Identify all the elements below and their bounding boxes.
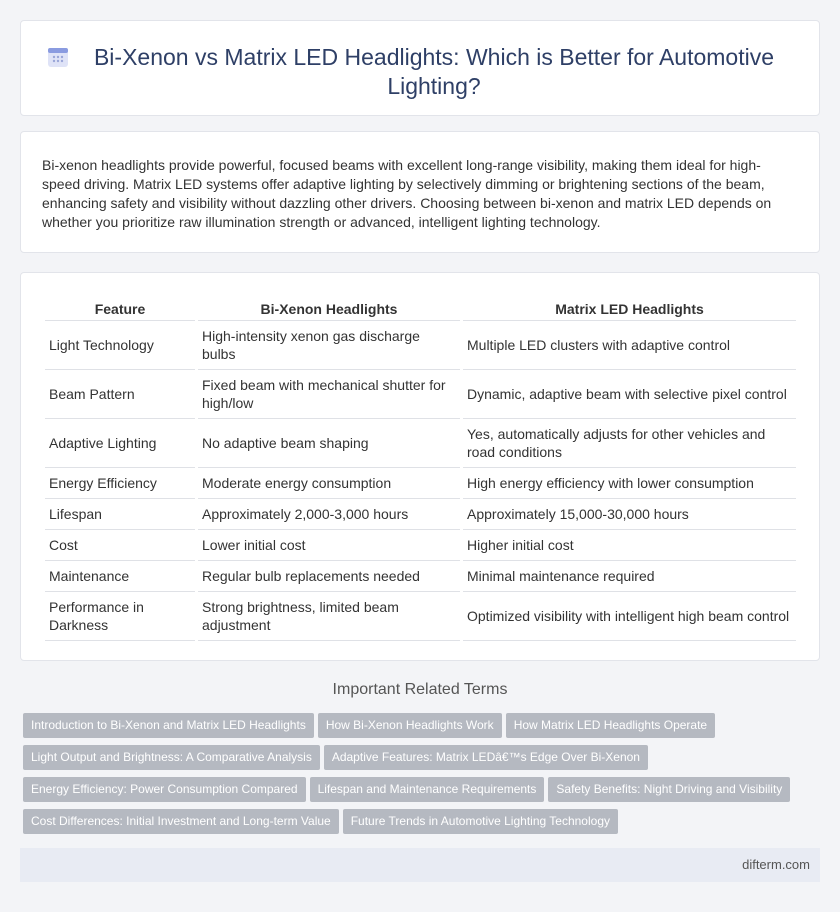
table-row (45, 561, 796, 592)
table-cell: Approximately 15,000-30,000 hours (463, 499, 796, 530)
table-cell: Higher initial cost (463, 530, 796, 561)
comparison-card (20, 272, 820, 661)
table-row (45, 419, 796, 468)
table-row (45, 530, 796, 561)
related-term-tag[interactable]: Light Output and Brightness: A Comparative Analysis (23, 745, 320, 770)
related-term-tag[interactable]: Introduction to Bi-Xenon and Matrix LED Headlights (23, 713, 314, 738)
table-row (45, 468, 796, 499)
table-cell: Dynamic, adaptive beam with selective pixel control (463, 370, 796, 419)
table-cell: Maintenance (45, 561, 195, 592)
table-row (45, 592, 796, 641)
table-row (45, 370, 796, 419)
table-cell: Performance in Darkness (45, 592, 195, 641)
intro-card (20, 131, 820, 253)
table-cell: Moderate energy consumption (198, 468, 460, 499)
related-term-tag[interactable]: Cost Differences: Initial Investment and Long-term Value (23, 809, 339, 834)
table-cell: Optimized visibility with intelligent high beam control (463, 592, 796, 641)
table-cell: Strong brightness, limited beam adjustment (198, 592, 460, 641)
related-term-tag[interactable]: Future Trends in Automotive Lighting Technology (343, 809, 618, 834)
table-cell: No adaptive beam shaping (198, 419, 460, 468)
related-term-tag[interactable]: How Matrix LED Headlights Operate (506, 713, 715, 738)
table-cell: Yes, automatically adjusts for other vehicles and road conditions (463, 419, 796, 468)
table-cell: Fixed beam with mechanical shutter for high/low (198, 370, 460, 419)
table-row (45, 321, 796, 370)
related-term-tag[interactable]: Safety Benefits: Night Driving and Visibility (548, 777, 790, 802)
related-terms-title: Important Related Terms (332, 681, 508, 698)
table-cell: Lower initial cost (198, 530, 460, 561)
related-term-tag[interactable]: Energy Efficiency: Power Consumption Compared (23, 777, 306, 802)
table-cell: Cost (45, 530, 195, 561)
table-row (45, 499, 796, 530)
table-header-feature: Feature (45, 295, 195, 321)
table-header-bixenon: Bi-Xenon Headlights (198, 295, 460, 321)
table-cell: Beam Pattern (45, 370, 195, 419)
table-cell: Regular bulb replacements needed (198, 561, 460, 592)
related-terms-list (23, 713, 803, 841)
table-cell: Lifespan (45, 499, 195, 530)
table-cell: Energy Efficiency (45, 468, 195, 499)
related-term-tag[interactable]: Adaptive Features: Matrix LEDâ€™s Edge Over Bi-Xenon (324, 745, 648, 770)
table-cell: High-intensity xenon gas discharge bulbs (198, 321, 460, 370)
comparison-table (42, 295, 799, 641)
intro-paragraph: Bi-xenon headlights provide powerful, focused beams with excellent long-range visibility, making them ideal for high-speed driving. Matrix LED systems offer adaptive lighting by selectively dimming or brightening sections of the beam, enhancing safety and visibility without dazzling other drivers. Choosing between bi-xenon and matrix LED depends on whether you prioritize raw illumination strength or advanced, intelligent lighting technology. (42, 157, 772, 230)
table-cell: Light Technology (45, 321, 195, 370)
table-cell: Adaptive Lighting (45, 419, 195, 468)
related-term-tag[interactable]: How Bi-Xenon Headlights Work (318, 713, 502, 738)
related-term-tag[interactable]: Lifespan and Maintenance Requirements (310, 777, 545, 802)
table-header-matrix-led: Matrix LED Headlights (463, 295, 796, 321)
table-cell: Multiple LED clusters with adaptive control (463, 321, 796, 370)
title-card (20, 20, 820, 116)
page-title: Bi-Xenon vs Matrix LED Headlights: Which is Better for Automotive Lighting? (93, 44, 775, 99)
footer-site-link[interactable]: difterm.com (742, 857, 810, 872)
footer (20, 848, 820, 882)
table-cell: Approximately 2,000-3,000 hours (198, 499, 460, 530)
table-cell: Minimal maintenance required (463, 561, 796, 592)
table-cell: High energy efficiency with lower consumption (463, 468, 796, 499)
